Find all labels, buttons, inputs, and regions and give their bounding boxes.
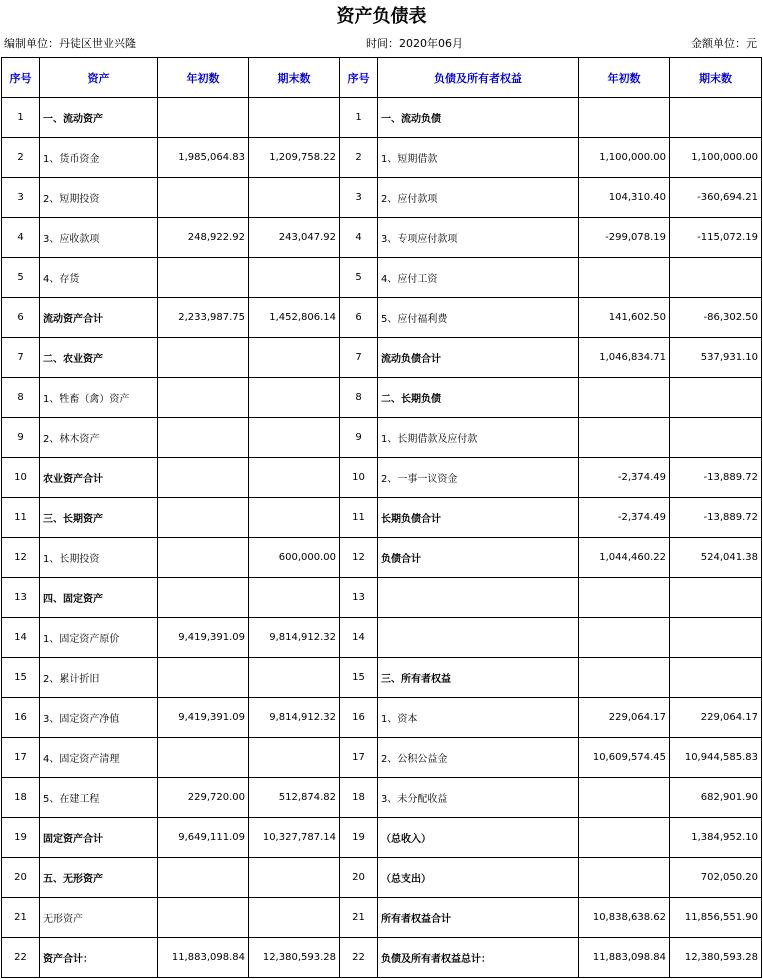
table-row (2, 658, 762, 698)
asset-item: 1、牲畜（禽）资产 (40, 378, 158, 418)
row-no-right: 5 (340, 258, 378, 298)
liability-item: 负债及所有者权益总计： (378, 938, 579, 978)
asset-begin-value (158, 738, 249, 778)
liability-begin-value: -2,374.49 (579, 498, 670, 538)
liability-end-value (670, 658, 762, 698)
liability-item: 2、应付款项 (378, 178, 579, 218)
liability-item: （总支出） (378, 858, 579, 898)
asset-end-value (249, 578, 340, 618)
asset-item: 四、固定资产 (40, 578, 158, 618)
asset-end-value: 1,452,806.14 (249, 298, 340, 338)
table-row (2, 498, 762, 538)
row-no-left: 16 (2, 698, 40, 738)
asset-end-value: 512,874.82 (249, 778, 340, 818)
asset-begin-value: 11,883,098.84 (158, 938, 249, 978)
liability-begin-value (579, 418, 670, 458)
col-header-liability-end: 期末数 (670, 58, 762, 98)
asset-item: 1、长期投资 (40, 538, 158, 578)
table-row (2, 858, 762, 898)
asset-begin-value (158, 178, 249, 218)
liability-end-value: -13,889.72 (670, 458, 762, 498)
row-no-left: 10 (2, 458, 40, 498)
liability-begin-value: -2,374.49 (579, 458, 670, 498)
liability-item: 二、长期负债 (378, 378, 579, 418)
asset-begin-value: 248,922.92 (158, 218, 249, 258)
liability-end-value (670, 578, 762, 618)
liability-item: 所有者权益合计 (378, 898, 579, 938)
asset-begin-value: 9,649,111.09 (158, 818, 249, 858)
row-no-left: 7 (2, 338, 40, 378)
liability-item: 流动负债合计 (378, 338, 579, 378)
liability-begin-value: 1,044,460.22 (579, 538, 670, 578)
liability-item: 2、一事一议资金 (378, 458, 579, 498)
row-no-left: 5 (2, 258, 40, 298)
asset-begin-value (158, 258, 249, 298)
asset-item: 3、固定资产净值 (40, 698, 158, 738)
liability-begin-value: 11,883,098.84 (579, 938, 670, 978)
liability-item: 负债合计 (378, 538, 579, 578)
row-no-left: 19 (2, 818, 40, 858)
asset-end-value: 10,327,787.14 (249, 818, 340, 858)
asset-item: 一、流动资产 (40, 98, 158, 138)
liability-begin-value (579, 818, 670, 858)
asset-begin-value: 9,419,391.09 (158, 698, 249, 738)
liability-end-value (670, 258, 762, 298)
asset-end-value: 12,380,593.28 (249, 938, 340, 978)
asset-end-value (249, 458, 340, 498)
row-no-right: 21 (340, 898, 378, 938)
asset-begin-value: 9,419,391.09 (158, 618, 249, 658)
table-body (2, 98, 762, 978)
row-no-right: 3 (340, 178, 378, 218)
asset-item: 资产合计： (40, 938, 158, 978)
row-no-left: 12 (2, 538, 40, 578)
liability-begin-value: 104,310.40 (579, 178, 670, 218)
table-row (2, 218, 762, 258)
table-row (2, 338, 762, 378)
asset-item: 农业资产合计 (40, 458, 158, 498)
liability-item: 一、流动负债 (378, 98, 579, 138)
liability-begin-value: 141,602.50 (579, 298, 670, 338)
row-no-right: 22 (340, 938, 378, 978)
row-no-right: 7 (340, 338, 378, 378)
row-no-right: 18 (340, 778, 378, 818)
asset-end-value (249, 898, 340, 938)
liability-begin-value (579, 658, 670, 698)
liability-begin-value (579, 618, 670, 658)
col-header-liability-begin: 年初数 (579, 58, 670, 98)
header-row (2, 58, 762, 98)
row-no-left: 20 (2, 858, 40, 898)
row-no-right: 15 (340, 658, 378, 698)
asset-end-value (249, 498, 340, 538)
liability-item: 2、公积公益金 (378, 738, 579, 778)
liability-end-value: 11,856,551.90 (670, 898, 762, 938)
asset-end-value (249, 418, 340, 458)
table-row (2, 178, 762, 218)
table-row (2, 98, 762, 138)
liability-item (378, 618, 579, 658)
asset-begin-value (158, 578, 249, 618)
table-row (2, 738, 762, 778)
asset-item: 3、应收款项 (40, 218, 158, 258)
row-no-left: 9 (2, 418, 40, 458)
table-row (2, 538, 762, 578)
asset-item: 二、农业资产 (40, 338, 158, 378)
row-no-left: 21 (2, 898, 40, 938)
report-period: 时间：2020年06月 (366, 37, 463, 50)
asset-end-value: 1,209,758.22 (249, 138, 340, 178)
liability-end-value: -13,889.72 (670, 498, 762, 538)
row-no-left: 8 (2, 378, 40, 418)
liability-item: 1、短期借款 (378, 138, 579, 178)
asset-begin-value (158, 458, 249, 498)
liability-end-value: 702,050.20 (670, 858, 762, 898)
liability-end-value: -115,072.19 (670, 218, 762, 258)
asset-begin-value: 229,720.00 (158, 778, 249, 818)
row-no-right: 20 (340, 858, 378, 898)
col-header-asset-end: 期末数 (249, 58, 340, 98)
row-no-right: 11 (340, 498, 378, 538)
col-header-asset-begin: 年初数 (158, 58, 249, 98)
row-no-left: 22 (2, 938, 40, 978)
asset-begin-value: 1,985,064.83 (158, 138, 249, 178)
col-header-no-right: 序号 (340, 58, 378, 98)
row-no-right: 12 (340, 538, 378, 578)
asset-begin-value: 2,233,987.75 (158, 298, 249, 338)
table-row (2, 458, 762, 498)
row-no-right: 2 (340, 138, 378, 178)
asset-item: 1、固定资产原价 (40, 618, 158, 658)
liability-begin-value (579, 378, 670, 418)
asset-begin-value (158, 378, 249, 418)
compiler-unit: 编制单位：丹徒区世业兴隆 (4, 37, 136, 50)
table-row (2, 618, 762, 658)
asset-end-value (249, 858, 340, 898)
liability-begin-value: 1,046,834.71 (579, 338, 670, 378)
row-no-right: 4 (340, 218, 378, 258)
table-row (2, 258, 762, 298)
liability-begin-value (579, 258, 670, 298)
liability-item (378, 578, 579, 618)
liability-end-value: 524,041.38 (670, 538, 762, 578)
liability-begin-value (579, 778, 670, 818)
table-row (2, 378, 762, 418)
asset-item: 流动资产合计 (40, 298, 158, 338)
liability-begin-value: -299,078.19 (579, 218, 670, 258)
liability-item: 5、应付福利费 (378, 298, 579, 338)
row-no-right: 10 (340, 458, 378, 498)
col-header-asset: 资产 (40, 58, 158, 98)
liability-begin-value: 10,609,574.45 (579, 738, 670, 778)
liability-begin-value (579, 98, 670, 138)
row-no-left: 4 (2, 218, 40, 258)
asset-begin-value (158, 498, 249, 538)
liability-begin-value: 229,064.17 (579, 698, 670, 738)
liability-end-value (670, 418, 762, 458)
liability-end-value: 537,931.10 (670, 338, 762, 378)
liability-end-value (670, 618, 762, 658)
asset-item: 三、长期资产 (40, 498, 158, 538)
table-row (2, 138, 762, 178)
asset-item: 五、无形资产 (40, 858, 158, 898)
row-no-left: 14 (2, 618, 40, 658)
asset-begin-value (158, 858, 249, 898)
row-no-left: 6 (2, 298, 40, 338)
liability-item: 4、应付工资 (378, 258, 579, 298)
liability-begin-value (579, 858, 670, 898)
col-header-liability: 负债及所有者权益 (378, 58, 579, 98)
row-no-right: 1 (340, 98, 378, 138)
row-no-right: 17 (340, 738, 378, 778)
table-row (2, 818, 762, 858)
liability-end-value (670, 378, 762, 418)
asset-item: 无形资产 (40, 898, 158, 938)
asset-item: 5、在建工程 (40, 778, 158, 818)
liability-end-value: 682,901.90 (670, 778, 762, 818)
liability-item: 长期负债合计 (378, 498, 579, 538)
table-row (2, 938, 762, 978)
liability-item: 3、专项应付款项 (378, 218, 579, 258)
liability-end-value: 1,100,000.00 (670, 138, 762, 178)
liability-item: 3、未分配收益 (378, 778, 579, 818)
asset-begin-value (158, 898, 249, 938)
liability-end-value: -86,302.50 (670, 298, 762, 338)
liability-end-value: 1,384,952.10 (670, 818, 762, 858)
asset-end-value (249, 258, 340, 298)
asset-begin-value (158, 658, 249, 698)
asset-begin-value (158, 538, 249, 578)
asset-end-value: 9,814,912.32 (249, 698, 340, 738)
row-no-right: 14 (340, 618, 378, 658)
asset-begin-value (158, 98, 249, 138)
row-no-left: 15 (2, 658, 40, 698)
row-no-left: 3 (2, 178, 40, 218)
table-row (2, 298, 762, 338)
asset-end-value: 243,047.92 (249, 218, 340, 258)
asset-item: 4、存货 (40, 258, 158, 298)
page-title: 资产负债表 (336, 6, 427, 27)
asset-end-value: 9,814,912.32 (249, 618, 340, 658)
liability-begin-value: 10,838,638.62 (579, 898, 670, 938)
asset-begin-value (158, 418, 249, 458)
row-no-right: 19 (340, 818, 378, 858)
asset-end-value (249, 338, 340, 378)
liability-item: 三、所有者权益 (378, 658, 579, 698)
row-no-left: 11 (2, 498, 40, 538)
asset-item: 2、林木资产 (40, 418, 158, 458)
balance-sheet-table (1, 57, 762, 978)
liability-begin-value: 1,100,000.00 (579, 138, 670, 178)
asset-item: 固定资产合计 (40, 818, 158, 858)
liability-end-value: 229,064.17 (670, 698, 762, 738)
row-no-left: 17 (2, 738, 40, 778)
table-row (2, 898, 762, 938)
table-row (2, 418, 762, 458)
row-no-left: 13 (2, 578, 40, 618)
liability-item: （总收入） (378, 818, 579, 858)
row-no-right: 8 (340, 378, 378, 418)
asset-begin-value (158, 338, 249, 378)
col-header-no-left: 序号 (2, 58, 40, 98)
asset-item: 1、货币资金 (40, 138, 158, 178)
asset-end-value (249, 178, 340, 218)
asset-end-value (249, 98, 340, 138)
liability-end-value: 12,380,593.28 (670, 938, 762, 978)
table-row (2, 578, 762, 618)
table-row (2, 778, 762, 818)
asset-item: 2、累计折旧 (40, 658, 158, 698)
asset-end-value (249, 738, 340, 778)
row-no-right: 13 (340, 578, 378, 618)
row-no-right: 9 (340, 418, 378, 458)
row-no-left: 2 (2, 138, 40, 178)
liability-item: 1、资本 (378, 698, 579, 738)
liability-end-value (670, 98, 762, 138)
table-row (2, 698, 762, 738)
row-no-right: 16 (340, 698, 378, 738)
asset-item: 4、固定资产清理 (40, 738, 158, 778)
liability-item: 1、长期借款及应付款 (378, 418, 579, 458)
row-no-right: 6 (340, 298, 378, 338)
currency-unit: 金额单位：元 (691, 37, 757, 50)
liability-end-value: -360,694.21 (670, 178, 762, 218)
asset-end-value: 600,000.00 (249, 538, 340, 578)
liability-end-value: 10,944,585.83 (670, 738, 762, 778)
asset-item: 2、短期投资 (40, 178, 158, 218)
row-no-left: 18 (2, 778, 40, 818)
asset-end-value (249, 378, 340, 418)
row-no-left: 1 (2, 98, 40, 138)
asset-end-value (249, 658, 340, 698)
liability-begin-value (579, 578, 670, 618)
